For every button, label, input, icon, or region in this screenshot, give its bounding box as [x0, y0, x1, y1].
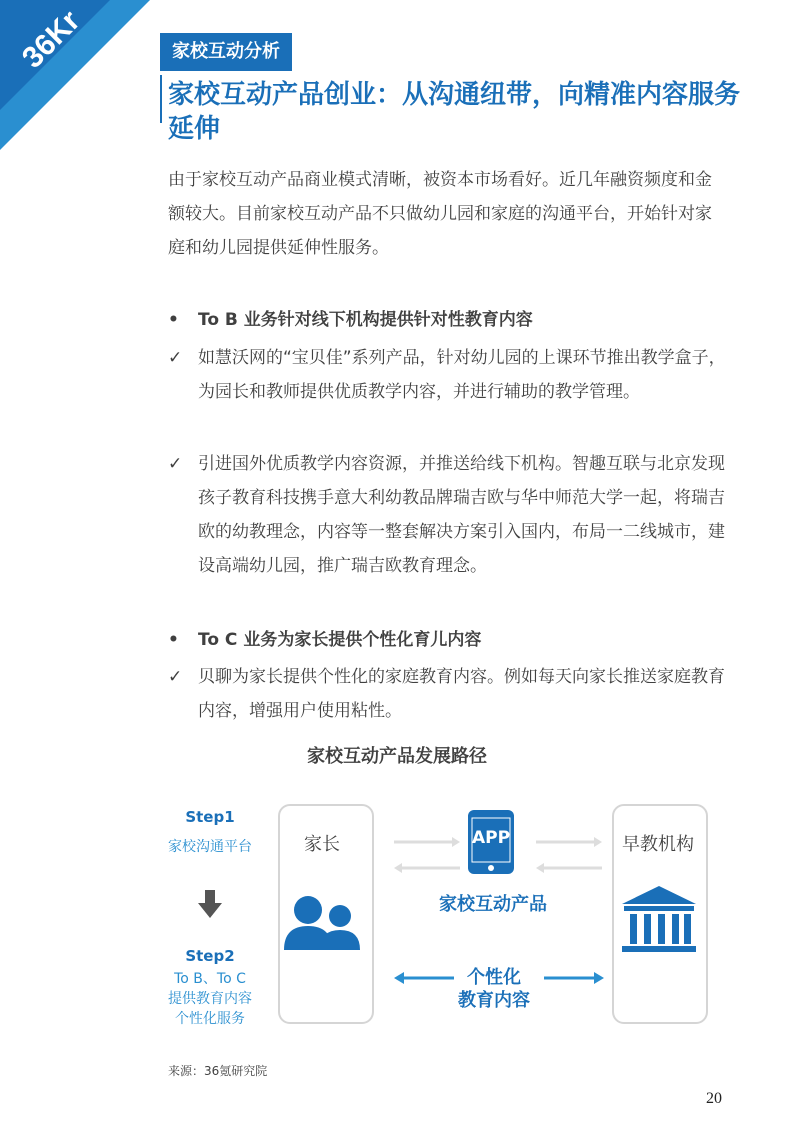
bullet-icon: •: [168, 630, 179, 650]
step2-label: Step2: [185, 947, 235, 965]
section-heading-text: To B 业务针对线下机构提供针对性教育内容: [198, 310, 533, 330]
title-accent-bar: [160, 75, 162, 123]
parents-label: 家长: [304, 834, 340, 855]
check-icon: ✓: [168, 348, 183, 368]
arrows-right-pair: [536, 836, 602, 880]
corner-logo: [0, 0, 150, 150]
step1-label: Step1: [185, 808, 235, 826]
product-label: 家校互动产品: [439, 894, 547, 915]
bullet-icon: •: [168, 310, 179, 330]
section-heading-text: To C 业务为家长提供个性化育儿内容: [198, 630, 482, 650]
institution-label: 早教机构: [622, 834, 694, 855]
list-item: [168, 341, 733, 409]
list-item: [168, 660, 733, 728]
arrows-left-pair: [394, 836, 460, 880]
intro-paragraph: 由于家校互动产品商业模式清晰，被资本市场看好。近几年融资频度和金额较大。目前家校互动产品不只做幼儿园和家庭的沟通平台，开始针对家庭和幼儿园提供延伸性服务。: [168, 170, 712, 258]
app-icon-text: APP: [471, 828, 511, 848]
app-phone-icon: [464, 810, 518, 874]
content-label-line-1: 个性化: [467, 967, 521, 988]
institution-building-icon: [618, 884, 700, 960]
parents-icon: [282, 890, 362, 958]
list-item-text: 引进国外优质教学内容资源，并推送给线下机构。智趣互联与北京发现孩子教育科技携手意大利幼教品牌瑞吉欧与华中师范大学一起，将瑞吉欧的幼教理念，内容等一整套解决方案引入国内，布局一二线城市，建设高端幼儿园，推广瑞吉欧教育理念。: [198, 454, 725, 576]
down-arrow-icon: [198, 890, 222, 922]
step2-line-2: 提供教育内容: [168, 991, 252, 1007]
section-heading-tob: [168, 303, 533, 337]
page-number: 20: [706, 1090, 722, 1107]
check-icon: ✓: [168, 454, 183, 474]
step2-line-1: To B、To C: [174, 971, 246, 987]
content-label-line-2: 教育内容: [458, 990, 530, 1011]
list-item-text: 贝聊为家长提供个性化的家庭教育内容。例如每天向家长推送家庭教育内容，增强用户使用粘性。: [198, 667, 725, 721]
double-arrow-right-icon: [544, 970, 604, 989]
section-heading-toc: [168, 623, 481, 657]
list-item: [168, 447, 733, 583]
step1-text: 家校沟通平台: [168, 839, 252, 855]
diagram-title: 家校互动产品发展路径: [307, 746, 487, 767]
page-title: 家校互动产品创业：从沟通纽带，向精准内容服务延伸: [168, 80, 741, 144]
list-item-text: 如慧沃网的“宝贝佳”系列产品，针对幼儿园的上课环节推出教学盒子，为园长和教师提供优质教学内容，并进行辅助的教学管理。: [198, 348, 726, 402]
check-icon: ✓: [168, 667, 183, 687]
step2-line-3: 个性化服务: [175, 1011, 245, 1027]
section-tag: 家校互动分析: [160, 33, 292, 71]
source-note: 来源：36氪研究院: [168, 1064, 268, 1078]
logo-text: 36Kr: [16, 4, 87, 75]
